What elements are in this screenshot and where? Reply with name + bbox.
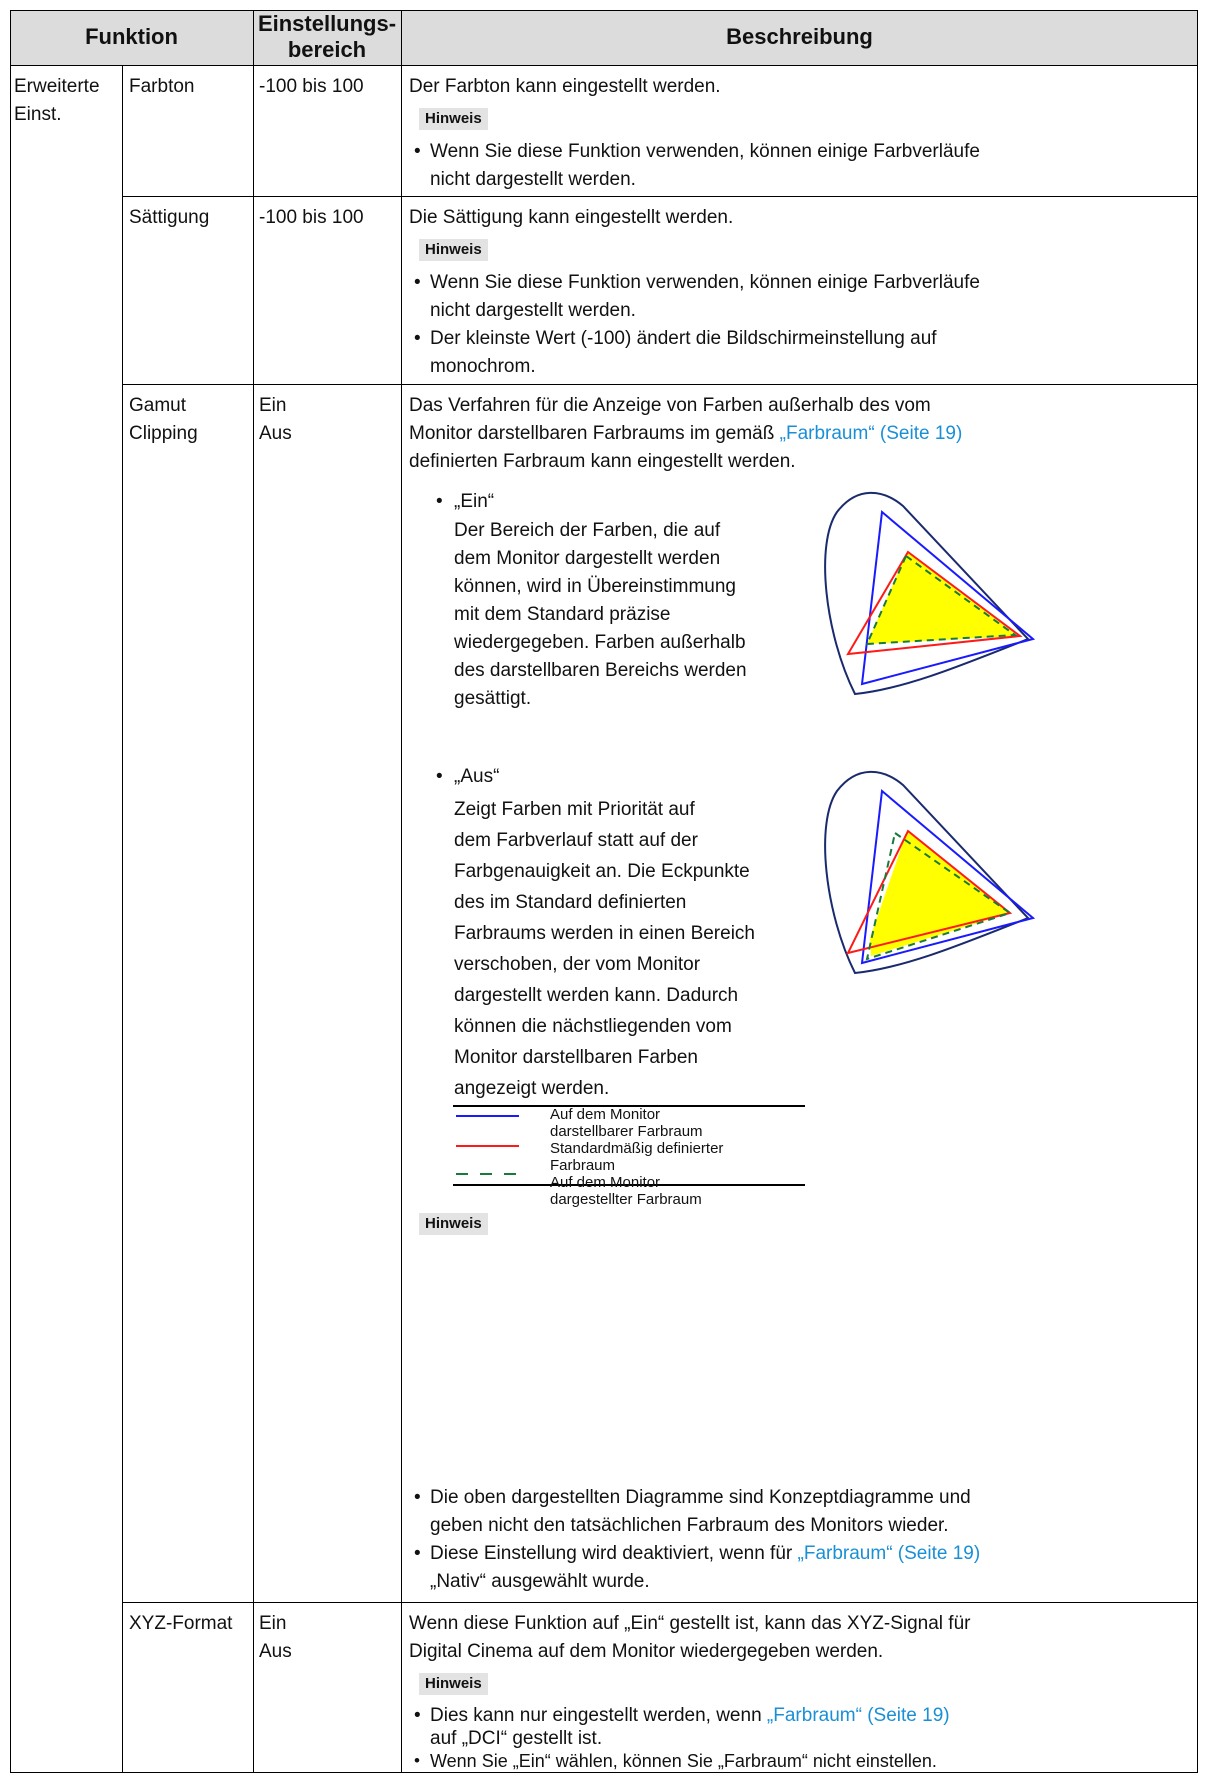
saettigung-note1-line1: Wenn Sie diese Funktion verwenden, können einige Farbverläufe <box>430 272 980 293</box>
gamut-aus-line: des im Standard definierten <box>454 892 687 913</box>
border-left <box>10 10 11 1773</box>
xyz-note1-bullet: • <box>414 1705 421 1726</box>
gamut-range-line1: Ein <box>259 395 287 416</box>
legend-labels <box>550 1106 723 1208</box>
border-header-bottom <box>10 65 1198 66</box>
saettigung-desc: Die Sättigung kann eingestellt werden. <box>409 207 734 228</box>
farbton-desc: Der Farbton kann eingestellt werden. <box>409 76 721 97</box>
saettigung-hinweis-label: Hinweis <box>419 239 488 261</box>
gamut-ein-line: wiedergegeben. Farben außerhalb <box>454 632 746 653</box>
legend-red-label-line2: Farbraum <box>550 1157 616 1174</box>
gamut-note1-line1: Die oben dargestellten Diagramme sind Konzeptdiagramme und <box>430 1487 971 1508</box>
header-funktion: Funktion <box>85 24 178 49</box>
farbton-hinweis-label: Hinweis <box>419 108 488 130</box>
gamut-aus-line: dem Farbverlauf statt auf der <box>454 830 698 851</box>
xyz-desc-line1: Wenn diese Funktion auf „Ein“ gestellt ist, kann das XYZ-Signal für <box>409 1613 971 1634</box>
gamut-name-line2: Clipping <box>129 423 198 444</box>
gamut-aus-line: Monitor darstellbaren Farben <box>454 1047 698 1068</box>
gamut-ein-line: Der Bereich der Farben, die auf <box>454 520 721 541</box>
border-col-funktion <box>253 10 254 1773</box>
gamut-desc-line2-text: Monitor darstellbaren Farbraums im gemäß <box>409 423 780 444</box>
gamut-range-line2: Aus <box>259 423 292 444</box>
saettigung-name: Sättigung <box>129 207 210 228</box>
border-right <box>1197 10 1198 1773</box>
farbton-name: Farbton <box>129 76 195 97</box>
xyz-desc-line2: Digital Cinema auf dem Monitor wiedergegeben werden. <box>409 1641 884 1662</box>
gamut-ein-line: des darstellbaren Bereichs werden <box>454 660 747 681</box>
legend-blue-label-line2: darstellbarer Farbraum <box>550 1123 703 1140</box>
gamut-aus-title: „Aus“ <box>454 766 500 787</box>
farbton-note1-line1: Wenn Sie diese Funktion verwenden, können einige Farbverläufe <box>430 141 980 162</box>
gamut-note1-bullet: • <box>414 1487 421 1508</box>
gamut-ein-line: dem Monitor dargestellt werden <box>454 548 721 569</box>
legend-green-label-line2: dargestellter Farbraum <box>550 1191 702 1208</box>
saettigung-range: -100 bis 100 <box>259 207 364 228</box>
group-label-line1: Erweiterte <box>14 76 100 97</box>
gamut-desc-line2 <box>409 420 962 448</box>
gamut-aus-line: Zeigt Farben mit Priorität auf <box>454 799 695 820</box>
header-einstellungsbereich <box>253 11 401 63</box>
gamut-aus-diagram <box>815 763 1045 993</box>
legend-red-label-line1: Standardmäßig definierter <box>550 1140 724 1157</box>
farbraum-link[interactable]: „Farbraum“ (Seite 19) <box>797 1543 981 1564</box>
gamut-aus-line: angezeigt werden. <box>454 1078 610 1099</box>
xyz-hinweis-label: Hinweis <box>419 1673 488 1695</box>
border-col-bereich <box>401 10 402 1773</box>
header-einstellungsbereich-line2: bereich <box>287 37 367 62</box>
saettigung-note2-bullet: • <box>414 328 421 349</box>
legend-green-label-line1: Auf dem Monitor <box>550 1174 661 1191</box>
border-row-gamut <box>122 1602 1198 1603</box>
gamut-ein-bullet: • <box>436 491 443 512</box>
gamut-ein-text <box>454 517 747 713</box>
border-top <box>10 10 1198 11</box>
gamut-desc-line3: definierten Farbraum kann eingestellt werden. <box>409 451 796 472</box>
xyz-note1-text: Dies kann nur eingestellt werden, wenn <box>430 1705 767 1726</box>
xyz-range-line1: Ein <box>259 1613 287 1634</box>
gamut-aus-text <box>454 794 755 1104</box>
gamut-note2-text: Diese Einstellung wird deaktiviert, wenn für <box>430 1543 798 1564</box>
farbraum-link[interactable]: „Farbraum“ (Seite 19) <box>766 1705 950 1726</box>
gamut-aus-line: können die nächstliegenden vom <box>454 1016 732 1037</box>
gamut-aus-line: verschoben, der vom Monitor <box>454 954 701 975</box>
gamut-ein-line: mit dem Standard präzise <box>454 604 671 625</box>
gamut-note2-line2: „Nativ“ ausgewählt wurde. <box>430 1571 650 1592</box>
border-col-group <box>122 65 123 1773</box>
gamut-ein-line: gesättigt. <box>454 688 532 709</box>
group-label-line2: Einst. <box>14 104 62 125</box>
legend-blue-label-line1: Auf dem Monitor <box>550 1106 661 1123</box>
gamut-aus-line: dargestellt werden kann. Dadurch <box>454 985 739 1006</box>
farbton-range: -100 bis 100 <box>259 76 364 97</box>
saettigung-note1-bullet: • <box>414 272 421 293</box>
gamut-aus-line: Farbgenauigkeit an. Die Eckpunkte <box>454 861 750 882</box>
gamut-ein-title: „Ein“ <box>454 491 495 512</box>
gamut-ein-line: können, wird in Übereinstimmung <box>454 576 736 597</box>
gamut-aus-bullet: • <box>436 766 443 787</box>
gamut-name-line1: Gamut <box>129 395 187 416</box>
gamut-ein-diagram <box>815 484 1045 714</box>
header-beschreibung: Beschreibung <box>726 24 873 49</box>
xyz-note2-bullet: • <box>414 1751 420 1770</box>
header-einstellungsbereich-line1: Einstellungs- <box>257 11 397 36</box>
legend-swatches <box>453 1107 533 1185</box>
saettigung-note1-line2: nicht dargestellt werden. <box>430 300 636 321</box>
gamut-note2-bullet: • <box>414 1543 421 1564</box>
border-row-saettigung <box>122 384 1198 385</box>
border-row-farbton <box>122 196 1198 197</box>
saettigung-note2-line2: monochrom. <box>430 356 536 377</box>
gamut-aus-line: Farbraums werden in einen Bereich <box>454 923 755 944</box>
xyz-note1-line2: auf „DCI“ gestellt ist. <box>430 1728 603 1749</box>
farbraum-link[interactable]: „Farbraum“ (Seite 19) <box>779 423 963 444</box>
gamut-desc-line1: Das Verfahren für die Anzeige von Farben außerhalb des vom <box>409 395 931 416</box>
gamut-note1-line2: geben nicht den tatsächlichen Farbraum des Monitors wieder. <box>430 1515 949 1536</box>
gamut-hinweis-label: Hinweis <box>419 1213 488 1235</box>
xyz-name: XYZ-Format <box>129 1613 233 1634</box>
ein-yellow-fill <box>867 552 1018 644</box>
farbton-note1-bullet: • <box>414 141 421 162</box>
farbton-note1-line2: nicht dargestellt werden. <box>430 169 636 190</box>
xyz-note2-line1: Wenn Sie „Ein“ wählen, können Sie „Farbraum“ nicht einstellen. <box>430 1751 937 1771</box>
gamut-note2-line1 <box>430 1540 980 1568</box>
xyz-range-line2: Aus <box>259 1641 292 1662</box>
saettigung-note2-line1: Der kleinste Wert (-100) ändert die Bildschirmeinstellung auf <box>430 328 937 349</box>
